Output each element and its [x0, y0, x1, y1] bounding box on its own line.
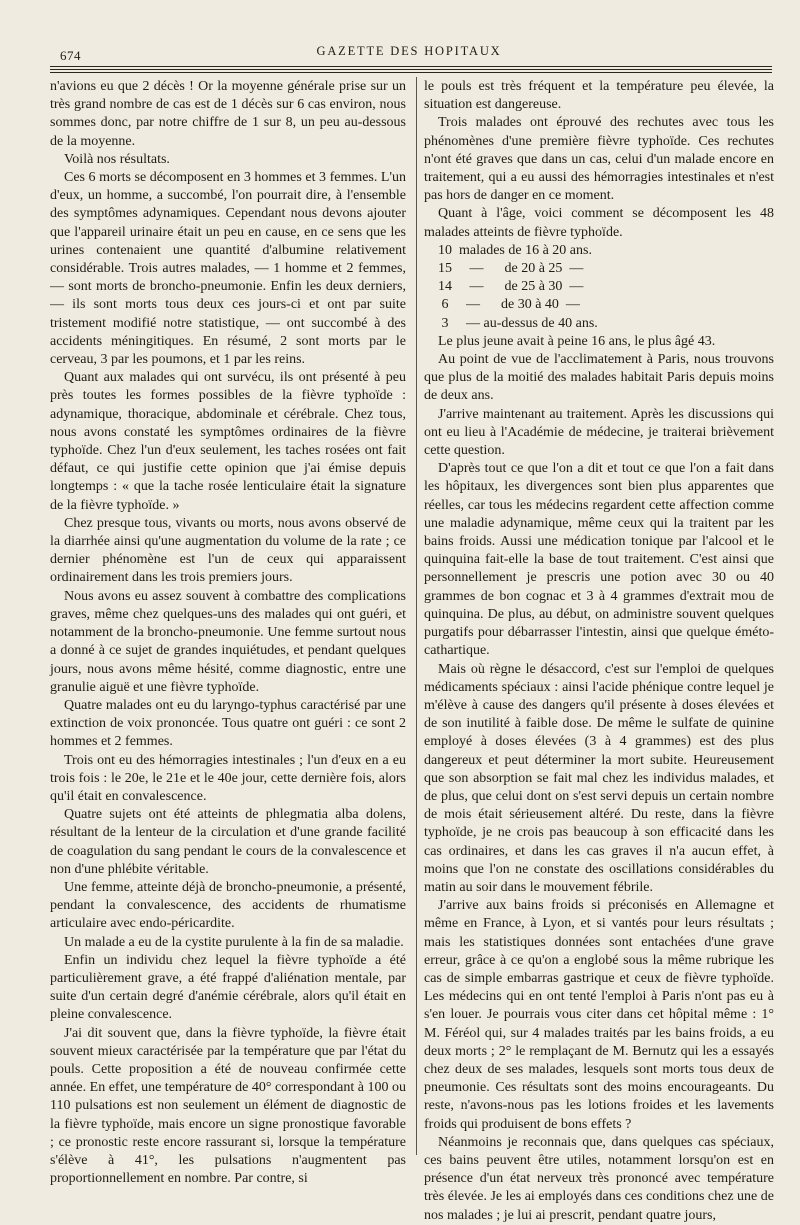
left-column	[50, 78, 406, 1188]
paragraph: J'arrive maintenant au traitement. Après les discussions qui ont eu lieu à l'Académie de médecine, je traiterai brièvement cette question.	[424, 406, 774, 459]
paragraph: D'après tout ce que l'on a dit et tout ce que l'on a fait dans les hôpitaux, les divergences sont bien plus apparentes que réelles, car tous les médecins regardent cette affection comme une maladie adynamique, même ceux qui la traitent par les bains froids. Aussi une médication tonique par l'alcool et le quinquina fait-elle la base de tout traitement. C'est ainsi que personnellement je prescris une potion avec 30 ou 40 grammes de bon cognac et 3 à 4 grammes d'extrait mou de quinquina. De plus, au début, on administre souvent quelques purgatifs pour débarrasser l'intestin, ainsi que quelque éméto-cathartique.	[424, 461, 774, 659]
paragraph: Trois ont eu des hémorragies intestinales ; l'un d'eux en a eu trois fois : le 20e, le 21e et le 40e jour, cette dernière fois, alors qu'il était en convalescence.	[50, 752, 406, 804]
age-table-row: 14 — de 25 à 30 —	[438, 279, 584, 295]
paragraph: Nous avons eu assez souvent à combattre des complications graves, même chez quelques-uns des malades qui ont guéri, et notamment de la broncho-pneumonie. Une femme surtout nous a donné à ce sujet de grandes inquiétudes, et pendant quelques jours, nous avons même hésité, comme diagnostic, entre une granulie aiguë et une fièvre typhoïde.	[50, 588, 406, 695]
header-rule	[50, 72, 772, 73]
age-table-row: 10 malades de 16 à 20 ans.	[438, 242, 592, 258]
page-number: 674	[60, 48, 81, 63]
paragraph: Ces 6 morts se décomposent en 3 hommes et 3 femmes. L'un d'eux, un homme, a succombé, l'on pourrait dire, à l'ensemble des symptômes adynamiques. Cependant nous devons ajouter que l'appareil urinaire était un peu en cause, en ce sens que les urines contenaient une quantité d'albumine relativement considérable. Trois autres malades, — 1 homme et 2 femmes, — sont morts de broncho-pneumonie. Enfin les deux derniers, — ils sont morts tous deux ces jours-ci et ont par suite tristement modifié notre statistique, — ont succombé à des accidents méningitiques. En résumé, 2 sont morts par le cerveau, 3 par les poumons, et 1 par les reins.	[50, 170, 406, 368]
journal-title: GAZETTE DES HOPITAUX	[316, 44, 502, 58]
paragraph: Chez presque tous, vivants ou morts, nous avons observé de la diarrhée ainsi qu'une augmentation du volume de la rate ; ce dernier phénomène est l'un de ceux qui apparaissent ordinairement dans les trois premiers jours.	[50, 515, 406, 586]
paragraph: J'arrive aux bains froids si préconisés en Allemagne et même en France, à Lyon, et si vantés pour leurs résultats ; mais les statistiques données sont entachées d'une grave erreur, grâce à ce qu'on a englobé sous la même rubrique les cas de simple embarras gastrique et ceux de fièvre typhoïde. Les médecins qui en ont tenté l'emploi à Paris n'ont pas eu à s'en louer. Je pourrais vous citer dans cet hôpital même : 1° M. Féréol qui, sur 4 malades traités par les bains froids, a eu deux morts ; 2° le remplaçant de M. Bernutz qui les a essayés chez deux de ses malades, lesquels sont morts tous deux de pneumonie. Ces résultats sont des moins encourageants. Du reste, n'avons-nous pas les lotions froides et les lavements froids qui produisent de bons effets ?	[424, 898, 774, 1132]
paragraph: Un malade a eu de la cystite purulente à la fin de sa maladie.	[64, 934, 404, 950]
paragraph: Mais où règne le désaccord, c'est sur l'emploi de quelques médicaments spéciaux : ainsi l'acide phénique contre lequel je m'élève à cause des dangers qu'il présente à doses élevées et de son inutilité à faible dose. De même le sulfate de quinine employé à doses élevées (3 à 4 grammes) est des plus dangereux et peut déterminer la mort subite. Heureusement que son absorption se fait mal chez les individus malades, et de plus, que celui dont on s'est servi depuis un certain nombre de mois était sérieusement altéré. Du reste, dans la fièvre typhoïde, je ne crois pas beaucoup à son efficacité dans les cas ordinaires, et dans les cas graves il n'a aucun effet, à moins que l'on ne constate des oscillations considérables du matin au soir dans le mouvement fébrile.	[424, 661, 774, 895]
paragraph: Quant aux malades qui ont survécu, ils ont présenté à peu près toutes les formes possibles de la fièvre typhoïde : adynamique, thoracique, abdominale et cérébrale. Chez tous, nous avons constaté les symptômes ordinaires de la fièvre typhoïde. Chez l'un d'eux seulement, les taches rosées ont fait défaut, ce qui justifie cette opinion que j'ai émise depuis longtemps : « que la tache rosée lenticulaire était la signature de la fièvre typhoïde. »	[50, 370, 406, 513]
paragraph: le pouls est très fréquent et la température peu élevée, la situation est dangereuse.	[424, 79, 774, 113]
paragraph: Quatre malades ont eu du laryngo-typhus caractérisé par une extinction de voix prononcée. Tous quatre ont guéri : ce sont 2 hommes et 2 femmes.	[50, 697, 406, 750]
age-table-row: 6 — de 30 à 40 —	[438, 297, 580, 313]
column-divider	[416, 77, 417, 1155]
paragraph: Au point de vue de l'acclimatement à Paris, nous trouvons que plus de la moitié des malades habitait Paris depuis moins de deux ans.	[424, 352, 774, 404]
paragraph: Quatre sujets ont été atteints de phlegmatia alba dolens, résultant de la lenteur de la circulation et d'une grande facilité de coagulation du sang pendant le cours de la convalescence et non d'une phlébite véritable.	[50, 807, 406, 877]
paragraph: Le plus jeune avait à peine 16 ans, le plus âgé 43.	[438, 333, 716, 349]
right-column	[424, 78, 774, 1225]
page-header	[48, 40, 770, 64]
paragraph: J'ai dit souvent que, dans la fièvre typhoïde, la fièvre était souvent mieux caractérisée par la température que par l'état du pouls. Cette proposition a été de nouveau confirmée cette année. En effet, une température de 40° correspondant à 100 ou 110 pulsations est non seulement un élément de diagnostic de la fièvre typhoïde, mais encore un signe pronostique favorable ; ce pronostic reste encore rassurant si, lorsque la température s'élève à 41°, les pulsations n'augmentent pas proportionnellement en nombre. Par contre, si	[50, 1025, 406, 1187]
age-table-row: 15 — de 20 à 25 —	[438, 261, 584, 277]
paragraph: Voilà nos résultats.	[64, 151, 170, 167]
paragraph: Trois malades ont éprouvé des rechutes avec tous les phénomènes d'une première fièvre typhoïde. Ces rechutes n'ont été graves que dans un cas, celui d'un malade encore en traitement, qui a eu aussi des hémorragies intestinales et n'est pas hors de danger en ce moment.	[424, 115, 774, 204]
paragraph: n'avions eu que 2 décès ! Or la moyenne générale prise sur un très grand nombre de cas est de 1 décès sur 6 cas environ, nous sommes donc, par notre chiffre de 1 sur 8, un peu au-dessous de la moyenne.	[50, 79, 406, 149]
header-rule	[50, 69, 772, 70]
paragraph: Néanmoins je reconnais que, dans quelques cas spéciaux, ces bains peuvent être utiles, notamment lorsqu'on est en présence d'un état nerveux très prononcé avec température très élevée. Je les ai employés dans ces conditions chez une de nos malades ; je lui ai prescrit, pendant quatre jours,	[424, 1134, 774, 1223]
age-table-row: 3 — au-dessus de 40 ans.	[438, 315, 598, 331]
header-rule	[50, 66, 772, 67]
paragraph: Enfin un individu chez lequel la fièvre typhoïde a été particulièrement grave, a été frappé d'aliénation mentale, par suite d'un certain degré d'anémie cérébrale, alors qu'il était en pleine convalescence.	[50, 952, 406, 1023]
paragraph: Une femme, atteinte déjà de broncho-pneumonie, a présenté, pendant la convalescence, des accidents de rhumatisme articulaire avec endo-péricardite.	[50, 879, 406, 932]
paragraph: Quant à l'âge, voici comment se décomposent les 48 malades atteints de fièvre typhoïde.	[424, 206, 774, 240]
